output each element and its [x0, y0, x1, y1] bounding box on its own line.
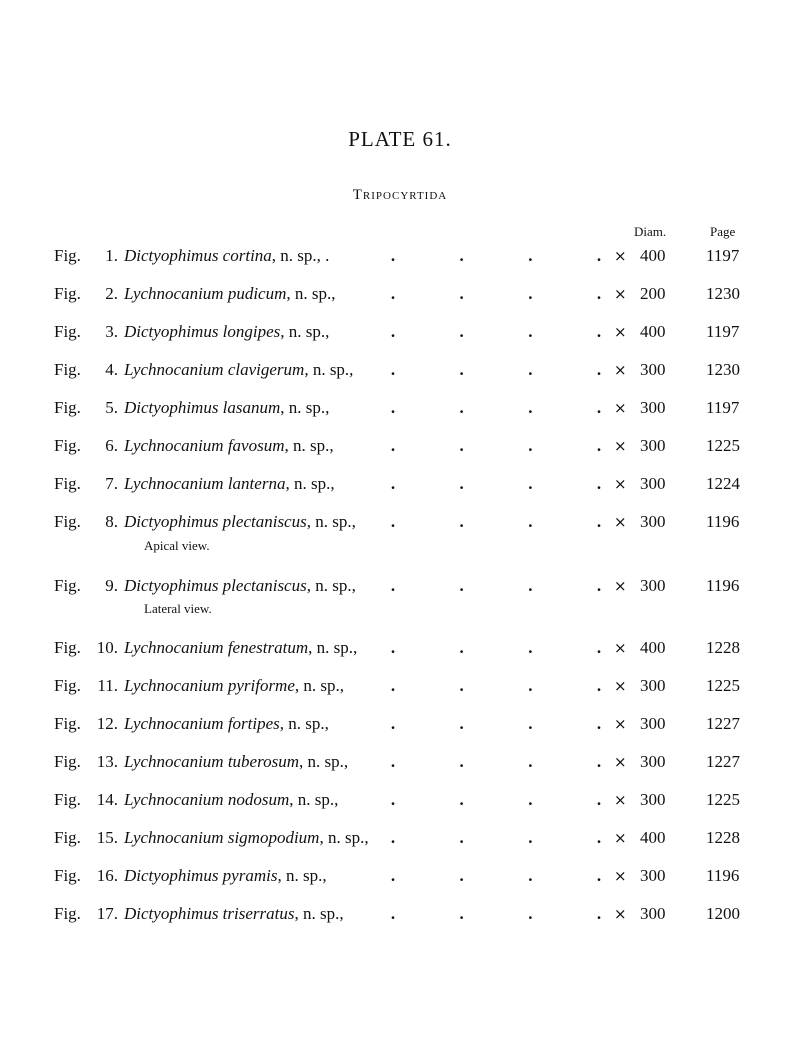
species-name	[124, 510, 356, 534]
figure-entry	[0, 712, 800, 736]
fig-label: Fig.	[54, 576, 81, 595]
figure-entry	[0, 472, 800, 496]
fig-number: 7.	[105, 474, 118, 493]
leader-dot: .	[528, 790, 533, 809]
page-number: 1225	[706, 436, 740, 455]
diameter-value: 400	[640, 828, 666, 847]
species-suffix: , n. sp.,	[285, 474, 335, 493]
leader-dot: .	[528, 576, 533, 595]
leader-dot: .	[459, 790, 464, 809]
species-suffix: , n. sp.,	[279, 714, 329, 733]
species-name	[124, 434, 334, 458]
leader-dot: .	[528, 866, 533, 885]
leader-dot: .	[528, 360, 533, 379]
fig-number: 10.	[96, 638, 118, 657]
times-symbol: ×	[614, 399, 627, 417]
figure-entry	[0, 574, 800, 598]
species-name	[124, 282, 336, 306]
plate-title: PLATE 61.	[348, 127, 452, 151]
species-binomial: Lychnocanium fenestratum	[124, 638, 309, 657]
leader-dot: .	[390, 866, 396, 885]
leader-dot: .	[459, 638, 464, 657]
leader-dot: .	[390, 246, 396, 265]
fig-label: Fig.	[54, 436, 81, 455]
times-symbol: ×	[614, 361, 627, 379]
leader-dot: .	[528, 638, 533, 657]
leader-dot: .	[528, 322, 533, 341]
leader-dot: .	[459, 512, 464, 531]
leader-dot: .	[596, 866, 602, 885]
dot-leader	[390, 396, 602, 420]
species-name	[124, 320, 329, 344]
leader-dot: .	[596, 676, 602, 695]
leader-dot: .	[596, 246, 602, 265]
fig-number: 2.	[105, 284, 118, 303]
page-number: 1224	[706, 474, 740, 493]
leader-dot: .	[390, 904, 396, 923]
view-note: Apical view.	[144, 538, 210, 553]
species-suffix: , n. sp., .	[271, 246, 330, 265]
species-binomial: Lychnocanium clavigerum	[124, 360, 305, 379]
fig-label: Fig.	[54, 866, 81, 885]
fig-number: 13.	[96, 752, 118, 771]
species-binomial: Dictyophimus lasanum	[124, 398, 281, 417]
species-name	[124, 674, 344, 698]
figure-entry	[0, 826, 800, 850]
leader-dot: .	[390, 322, 396, 341]
diameter-value: 300	[640, 790, 666, 809]
species-suffix: , n. sp.,	[306, 512, 356, 531]
species-binomial: Dictyophimus cortina	[124, 246, 272, 265]
leader-dot: .	[596, 752, 602, 771]
fig-label: Fig.	[54, 322, 81, 341]
species-name	[124, 636, 357, 660]
page-number: 1228	[706, 638, 740, 657]
fig-number: 9.	[105, 576, 118, 595]
diameter-value: 400	[640, 638, 666, 657]
fig-label: Fig.	[54, 284, 81, 303]
species-binomial: Dictyophimus longipes	[124, 322, 281, 341]
leader-dot: .	[528, 676, 533, 695]
species-suffix: , n. sp.,	[286, 284, 336, 303]
figure-entry	[0, 510, 800, 534]
leader-dot: .	[596, 398, 602, 417]
dot-leader	[390, 826, 602, 850]
leader-dot: .	[459, 676, 464, 695]
species-name	[124, 788, 338, 812]
dot-leader	[390, 788, 602, 812]
diameter-value: 300	[640, 436, 666, 455]
diameter-value: 300	[640, 474, 666, 493]
fig-label: Fig.	[54, 904, 81, 923]
times-symbol: ×	[614, 829, 627, 847]
leader-dot: .	[390, 512, 396, 531]
page-number: 1200	[706, 904, 740, 923]
species-binomial: Lychnocanium sigmopodium	[124, 828, 320, 847]
diameter-value: 300	[640, 512, 666, 531]
species-name	[124, 358, 353, 382]
leader-dot: .	[390, 752, 396, 771]
fig-label: Fig.	[54, 752, 81, 771]
fig-label: Fig.	[54, 246, 81, 265]
page-number: 1225	[706, 676, 740, 695]
species-suffix: , n. sp.,	[289, 790, 339, 809]
fig-label: Fig.	[54, 474, 81, 493]
leader-dot: .	[596, 638, 602, 657]
leader-dot: .	[596, 714, 602, 733]
fig-label: Fig.	[54, 828, 81, 847]
leader-dot: .	[596, 284, 602, 303]
leader-dot: .	[390, 638, 396, 657]
dot-leader	[390, 282, 602, 306]
dot-leader	[390, 320, 602, 344]
fig-number: 6.	[105, 436, 118, 455]
leader-dot: .	[459, 828, 464, 847]
leader-dot: .	[459, 398, 464, 417]
leader-dot: .	[528, 512, 533, 531]
times-symbol: ×	[614, 475, 627, 493]
leader-dot: .	[596, 360, 602, 379]
species-binomial: Lychnocanium fortipes	[124, 714, 280, 733]
leader-dot: .	[459, 576, 464, 595]
leader-dot: .	[596, 322, 602, 341]
view-note: Lateral view.	[144, 601, 212, 616]
page-column-header: Page	[710, 224, 736, 239]
figure-entry	[0, 750, 800, 774]
species-name	[124, 826, 369, 850]
leader-dot: .	[596, 474, 602, 493]
species-name	[124, 396, 329, 420]
leader-dot: .	[528, 398, 533, 417]
leader-dot: .	[459, 246, 464, 265]
leader-dot: .	[528, 828, 533, 847]
leader-dot: .	[390, 714, 396, 733]
leader-dot: .	[459, 474, 464, 493]
species-suffix: , n. sp.,	[306, 576, 356, 595]
figure-entry	[0, 358, 800, 382]
dot-leader	[390, 510, 602, 534]
species-binomial: Lychnocanium pudicum	[124, 284, 287, 303]
times-symbol: ×	[614, 715, 627, 733]
dot-leader	[390, 712, 602, 736]
page-number: 1225	[706, 790, 740, 809]
fig-label: Fig.	[54, 398, 81, 417]
dot-leader	[390, 750, 602, 774]
diameter-value: 300	[640, 866, 666, 885]
fig-number: 8.	[105, 512, 118, 531]
fig-number: 4.	[105, 360, 118, 379]
species-binomial: Lychnocanium nodosum	[124, 790, 290, 809]
leader-dot: .	[459, 904, 464, 923]
species-binomial: Lychnocanium pyriforme	[124, 676, 295, 695]
species-binomial: Dictyophimus plectaniscus	[124, 576, 307, 595]
dot-leader	[390, 674, 602, 698]
species-suffix: , n. sp.,	[294, 676, 345, 695]
times-symbol: ×	[614, 867, 627, 885]
times-symbol: ×	[614, 323, 627, 341]
page-number: 1230	[706, 284, 740, 303]
species-binomial: Dictyophimus plectaniscus	[124, 512, 307, 531]
species-suffix: , n. sp.,	[284, 436, 334, 455]
fig-number: 12.	[96, 714, 118, 733]
leader-dot: .	[596, 576, 602, 595]
leader-dot: .	[528, 752, 533, 771]
fig-number: 17.	[96, 904, 118, 923]
leader-dot: .	[390, 436, 396, 455]
leader-dot: .	[459, 322, 464, 341]
leader-dot: .	[596, 512, 602, 531]
figure-entry	[0, 434, 800, 458]
leader-dot: .	[528, 284, 533, 303]
dot-leader	[390, 244, 602, 268]
species-binomial: Lychnocanium tuberosum	[124, 752, 299, 771]
leader-dot: .	[459, 714, 464, 733]
leader-dot: .	[390, 790, 396, 809]
leader-dot: .	[459, 752, 464, 771]
leader-dot: .	[459, 284, 464, 303]
fig-number: 15.	[96, 828, 118, 847]
leader-dot: .	[596, 436, 602, 455]
dot-leader	[390, 864, 602, 888]
species-suffix: , n. sp.,	[308, 638, 358, 657]
leader-dot: .	[528, 714, 533, 733]
leader-dot: .	[390, 360, 396, 379]
figure-entry	[0, 320, 800, 344]
fig-number: 1.	[105, 246, 118, 265]
diameter-value: 300	[640, 752, 666, 771]
figure-entry	[0, 636, 800, 660]
times-symbol: ×	[614, 753, 627, 771]
species-binomial: Lychnocanium favosum	[124, 436, 285, 455]
diameter-value: 300	[640, 714, 666, 733]
dot-leader	[390, 434, 602, 458]
diameter-value: 300	[640, 676, 666, 695]
leader-dot: .	[528, 904, 533, 923]
fig-label: Fig.	[54, 676, 81, 695]
figure-entry	[0, 244, 800, 268]
fig-label: Fig.	[54, 638, 81, 657]
times-symbol: ×	[614, 577, 627, 595]
figure-entry	[0, 902, 800, 926]
species-name	[124, 574, 356, 598]
diam-column-header: Diam.	[634, 224, 667, 239]
page-number: 1197	[706, 322, 740, 341]
species-name	[124, 864, 327, 888]
species-suffix: , n. sp.,	[280, 322, 330, 341]
fig-number: 14.	[96, 790, 118, 809]
diameter-value: 300	[640, 360, 666, 379]
leader-dot: .	[459, 436, 464, 455]
leader-dot: .	[390, 398, 396, 417]
leader-dot: .	[390, 828, 396, 847]
times-symbol: ×	[614, 285, 627, 303]
species-suffix: , n. sp.,	[294, 904, 344, 923]
leader-dot: .	[459, 360, 464, 379]
species-suffix: , n. sp.,	[277, 866, 327, 885]
species-binomial: Lychnocanium lanterna	[124, 474, 286, 493]
times-symbol: ×	[614, 639, 627, 657]
figure-entry	[0, 282, 800, 306]
times-symbol: ×	[614, 677, 627, 695]
fig-label: Fig.	[54, 360, 81, 379]
species-name	[124, 472, 335, 496]
leader-dot: .	[596, 790, 602, 809]
page-number: 1196	[706, 576, 740, 595]
leader-dot: .	[596, 828, 602, 847]
species-binomial: Dictyophimus pyramis	[124, 866, 278, 885]
species-suffix: , n. sp.,	[319, 828, 369, 847]
times-symbol: ×	[614, 513, 627, 531]
leader-dot: .	[390, 576, 396, 595]
times-symbol: ×	[614, 247, 627, 265]
leader-dot: .	[459, 866, 464, 885]
diameter-value: 200	[640, 284, 666, 303]
species-suffix: , n. sp.,	[304, 360, 354, 379]
section-title: Tripocyrtida	[352, 187, 448, 203]
species-suffix: , n. sp.,	[298, 752, 349, 771]
times-symbol: ×	[614, 791, 627, 809]
species-suffix: , n. sp.,	[280, 398, 330, 417]
figure-entry	[0, 788, 800, 812]
dot-leader	[390, 636, 602, 660]
dot-leader	[390, 902, 602, 926]
fig-label: Fig.	[54, 512, 81, 531]
figure-entry	[0, 396, 800, 420]
fig-number: 16.	[96, 866, 118, 885]
species-name	[124, 244, 329, 268]
fig-number: 11.	[97, 676, 118, 695]
diameter-value: 400	[640, 246, 666, 265]
diameter-value: 300	[640, 398, 666, 417]
dot-leader	[390, 574, 602, 598]
species-name	[124, 750, 348, 774]
fig-label: Fig.	[54, 790, 81, 809]
page-number: 1227	[706, 752, 740, 771]
leader-dot: .	[528, 474, 533, 493]
leader-dot: .	[390, 676, 396, 695]
leader-dot: .	[596, 904, 602, 923]
species-name	[124, 712, 329, 736]
page-number: 1230	[706, 360, 740, 379]
page-number: 1197	[706, 246, 740, 265]
page-number: 1196	[706, 866, 740, 885]
figure-entry	[0, 864, 800, 888]
fig-number: 5.	[105, 398, 118, 417]
leader-dot: .	[528, 246, 533, 265]
figure-entry	[0, 674, 800, 698]
species-binomial: Dictyophimus triserratus	[124, 904, 295, 923]
species-name	[124, 902, 344, 926]
diameter-value: 300	[640, 904, 666, 923]
fig-label: Fig.	[54, 714, 81, 733]
page-number: 1196	[706, 512, 740, 531]
leader-dot: .	[390, 284, 396, 303]
leader-dot: .	[390, 474, 396, 493]
times-symbol: ×	[614, 905, 627, 923]
diameter-value: 300	[640, 576, 666, 595]
fig-number: 3.	[105, 322, 118, 341]
times-symbol: ×	[614, 437, 627, 455]
page-number: 1227	[706, 714, 740, 733]
leader-dot: .	[528, 436, 533, 455]
page-number: 1228	[706, 828, 740, 847]
diameter-value: 400	[640, 322, 666, 341]
dot-leader	[390, 358, 602, 382]
page-number: 1197	[706, 398, 740, 417]
dot-leader	[390, 472, 602, 496]
